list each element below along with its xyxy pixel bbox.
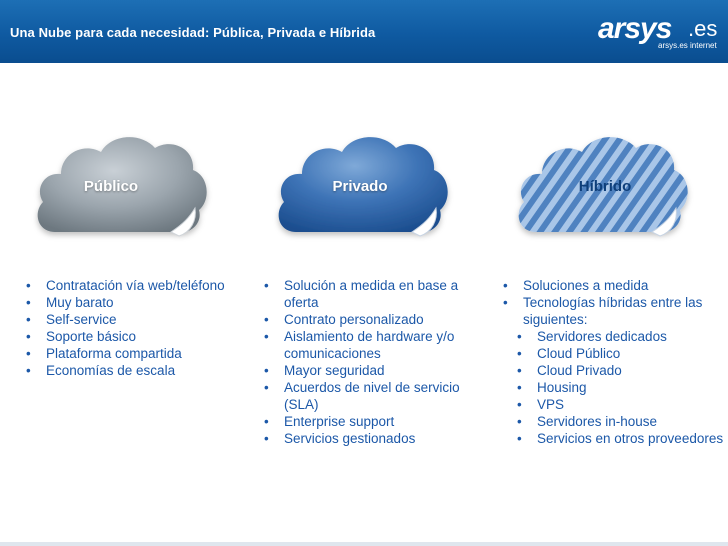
- list-item: • Enterprise support: [258, 413, 486, 430]
- cloud-privado-label: Privado: [332, 178, 388, 195]
- list-item: • Acuerdos de nivel de servicio (SLA): [258, 379, 486, 413]
- sub-list-item: • Servidores in-house: [511, 413, 725, 430]
- list-item: • Contrato personalizado: [258, 311, 486, 328]
- hibrido-list: [497, 277, 725, 328]
- cloud-hibrido: [514, 128, 690, 248]
- sub-list-item: • Servicios en otros proveedores: [511, 430, 725, 447]
- list-item: • Soporte básico: [20, 328, 260, 345]
- arsys-logo: [596, 12, 724, 54]
- sub-list-item: • VPS: [511, 396, 725, 413]
- list-item: • Solución a medida en base a oferta: [258, 277, 486, 311]
- list-item: • Tecnologías híbridas entre las siguientes:: [497, 294, 725, 328]
- list-item: • Aislamiento de hardware y/o comunicaciones: [258, 328, 486, 362]
- header-bar: [0, 0, 728, 63]
- list-item: • Soluciones a medida: [497, 277, 725, 294]
- sub-list-item: • Cloud Público: [511, 345, 725, 362]
- cloud-hibrido-label: Híbrido: [578, 178, 632, 195]
- cloud-publico: [33, 128, 209, 248]
- logo-tagline: arsys.es internet: [658, 41, 717, 50]
- logo-tld: .es: [688, 16, 718, 41]
- hibrido-sublist: [511, 328, 725, 447]
- logo-word: arsys: [598, 12, 672, 45]
- page-title: Una Nube para cada necesidad: Pública, Privada e Híbrida: [10, 25, 376, 40]
- list-item: • Self-service: [20, 311, 260, 328]
- cloud-privado: [274, 128, 450, 248]
- sub-list-item: • Housing: [511, 379, 725, 396]
- list-item: • Mayor seguridad: [258, 362, 486, 379]
- bottom-divider: [0, 542, 728, 546]
- privado-features: [258, 277, 486, 447]
- publico-list: [20, 277, 260, 379]
- list-item: • Contratación vía web/teléfono: [20, 277, 260, 294]
- publico-features: [20, 277, 260, 379]
- hibrido-features: [497, 277, 725, 447]
- list-item: • Plataforma compartida: [20, 345, 260, 362]
- cloud-publico-label: Público: [83, 178, 139, 195]
- sub-list-item: • Cloud Privado: [511, 362, 725, 379]
- list-item: • Economías de escala: [20, 362, 260, 379]
- list-item: • Servicios gestionados: [258, 430, 486, 447]
- list-item: • Muy barato: [20, 294, 260, 311]
- sub-list-item: • Servidores dedicados: [511, 328, 725, 345]
- privado-list: [258, 277, 486, 447]
